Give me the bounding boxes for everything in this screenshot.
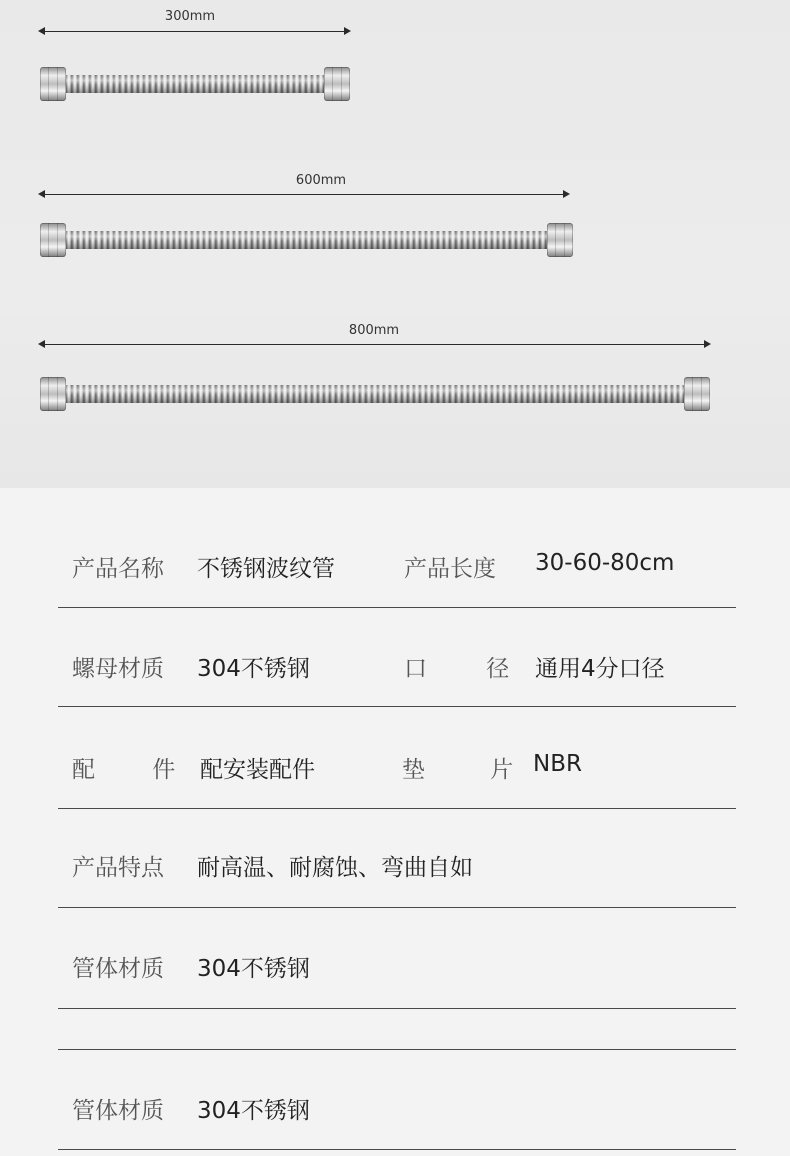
spec-value-tube-material-2: 304不锈钢: [197, 1098, 310, 1124]
dimension-label-600: 600mm: [295, 173, 347, 188]
spec-label-product-name: 产品名称: [72, 556, 164, 582]
spec-row-name-length: [58, 507, 736, 608]
spec-value-tube-material: 304不锈钢: [197, 956, 310, 982]
spec-label-product-length: 产品长度: [404, 556, 496, 582]
dimension-arrow-300: [38, 26, 351, 38]
spec-value-features: 耐高温、耐腐蚀、弯曲自如: [197, 855, 473, 881]
dimension-arrow-600: [38, 189, 570, 201]
spec-value-product-name: 不锈钢波纹管: [197, 556, 335, 582]
dimension-label-800: 800mm: [348, 323, 400, 338]
spec-label-gasket: 垫 片: [402, 757, 514, 783]
spec-row-tube-material: [58, 907, 736, 1009]
spec-row-features: [58, 808, 736, 908]
spec-label-diameter: 口 径: [404, 656, 510, 682]
hose-600mm: [40, 223, 573, 259]
spec-row-tube-material-repeat: [58, 1049, 736, 1150]
dimension-arrow-800: [38, 339, 711, 351]
spec-label-tube-material-2: 管体材质: [72, 1098, 164, 1124]
spec-value-nut-material: 304不锈钢: [197, 656, 310, 682]
spec-value-gasket: NBR: [533, 751, 582, 777]
spec-row-nut-diameter: [58, 607, 736, 707]
spec-label-fittings: 配 件: [72, 757, 176, 783]
product-image-panel: [0, 0, 790, 488]
spec-row-fittings-gasket: [58, 706, 736, 809]
hose-800mm: [40, 377, 710, 413]
spec-label-features: 产品特点: [72, 855, 164, 881]
hose-300mm: [40, 67, 350, 103]
spec-label-nut-material: 螺母材质: [72, 656, 164, 682]
dimension-label-300: 300mm: [164, 9, 216, 24]
spec-row-empty: [58, 1008, 736, 1050]
spec-value-fittings: 配安装配件: [200, 757, 315, 783]
spec-value-product-length: 30-60-80cm: [535, 550, 675, 576]
spec-value-diameter: 通用4分口径: [535, 656, 665, 682]
spec-label-tube-material: 管体材质: [72, 956, 164, 982]
